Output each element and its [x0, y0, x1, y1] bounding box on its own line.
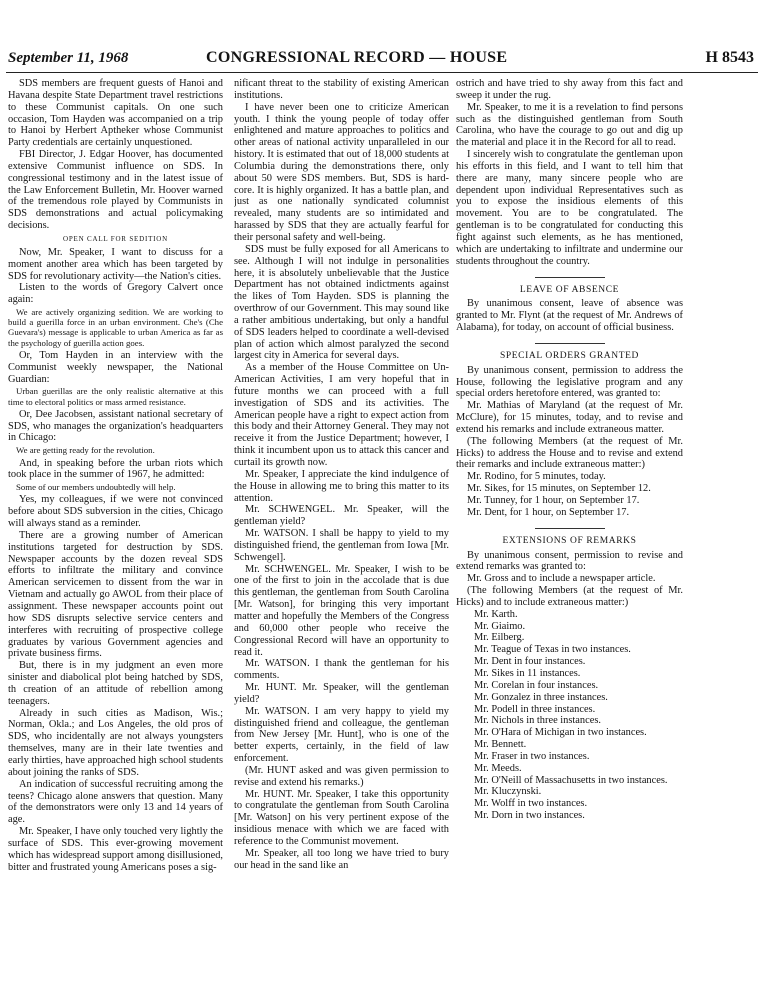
- paragraph: Already in such cities as Madison, Wis.; Norman, Okla.; and Los Angeles, the old pros of SDS, who incidentally are not always youngsters themselves, many are in their late twenties and early thirties, have approached high school students about joining the ranks of SDS.: [8, 707, 223, 778]
- paragraph: Mr. Speaker, to me it is a revelation to find persons such as the distinguished gentleman from South Carolina, who have the courage to go out and dig up the material and place it in the Record for all to read.: [456, 101, 683, 149]
- section-divider: [535, 343, 605, 344]
- subhead: OPEN CALL FOR SEDITION: [62, 234, 169, 243]
- section-divider: [535, 277, 605, 278]
- paragraph: Mr. HUNT. Mr. Speaker, I take this opportunity to congratulate the gentleman from South Carolina [Mr. Watson] on his very pertinent expose of the insidious menace with which we are faced with reference to the Communist movement.: [234, 788, 449, 847]
- member-entry: Mr. Dent in four instances.: [474, 656, 586, 668]
- paragraph: I have never been one to criticize American youth. I think the young people of today offer enlightened and mature approaches to politics and other areas of national activity unparalleled in our history. It is estimated that out of 18,000 students at Columbia during the demonstrations there, only about 50 were SDS members. But, SDS is hard-core. It is highly organized. It has a battle plan, and just as one nationally syndicated columnist revealed, many students are so intimidated and harassed by SDS that they are actually fearful for their personal safety and well-being.: [234, 101, 449, 243]
- header-title: CONGRESSIONAL RECORD — HOUSE: [206, 49, 508, 66]
- member-entry: Mr. Sikes in 11 instances.: [474, 667, 581, 679]
- quote: We are getting ready for the revolution.: [16, 445, 155, 456]
- paragraph: Mr. Rodino, for 5 minutes, today.: [467, 471, 606, 483]
- paragraph: SDS must be fully exposed for all Americans to see. Although I will not indulge in personalities here, it is absolutely unbelievable that the Justice Department has not obtained indictments against the likes of Tom Hayden. SDS is planning the overthrow of our Government. This may sound like a rather ambitious undertaking, but only a handful of SDS leaders helped to coordinate a well-devised plan of action which almost paralyzed the second largest city in America for several days.: [234, 243, 449, 362]
- paragraph: Mr. SCHWENGEL. Mr. Speaker, I wish to be one of the first to join in the accolade that is due this gentleman, the gentleman from South Carolina [Mr. Watson], for bringing this very important matter and hopefully the Members of the Congress and 60,000 other people who receive the Congressional Record will have an opportunity to read it.: [234, 563, 449, 658]
- paragraph: Mr. WATSON. I thank the gentleman for his comments.: [234, 658, 449, 682]
- member-list: [456, 609, 683, 822]
- member-entry: Mr. Meeds.: [474, 762, 522, 774]
- section-heading: LEAVE OF ABSENCE: [519, 284, 620, 295]
- paragraph: Mr. Speaker, I have only touched very lightly the surface of SDS. This ever-growing movement which has widespread support among disillusioned, bitter and frustrated young Americans poses a sig-: [8, 826, 223, 873]
- paragraph: By unanimous consent, permission to revise and extend remarks was granted to:: [456, 549, 683, 573]
- header-date: September 11, 1968: [8, 50, 129, 66]
- member-entry: Mr. Gonzalez in three instances.: [474, 691, 608, 703]
- member-entry: Mr. Wolff in two instances.: [474, 798, 588, 810]
- paragraph: There are a growing number of American institutions targeted for destruction by SDS. Newspaper accounts by the dozen reveal SDS efforts to infiltrate the military and convince American servicemen to dissent from the war in Vietnam and actually go AWOL from their place of assignment. These newspaper accounts point out how SDS disrupts selective service centers and interferes with recruiting of prospective college graduates by various Government agencies and private business firms.: [8, 529, 223, 660]
- paragraph: (The following Members (at the request of Mr. Hicks) and to include extraneous matter:): [456, 585, 683, 608]
- member-entry: Mr. Fraser in two instances.: [474, 750, 590, 762]
- paragraph: ostrich and have tried to shy away from this fact and sweep it under the rug.: [456, 78, 683, 101]
- member-entry: Mr. Giaimo.: [474, 620, 526, 632]
- column-2: [234, 78, 449, 983]
- paragraph: Mr. Gross and to include a newspaper article.: [467, 573, 656, 585]
- paragraph: Mr. Tunney, for 1 hour, on September 17.: [467, 495, 640, 506]
- paragraph: Mr. WATSON. I am very happy to yield my distinguished friend and colleague, the gentleman from New Jersey [Mr. Hunt], who is one of the better experts, certainly, in the field of law enforcement.: [234, 705, 449, 765]
- member-entry: Mr. Dorn in two instances.: [474, 810, 585, 822]
- paragraph: Mr. SCHWENGEL. Mr. Speaker, will the gentleman yield?: [234, 504, 449, 528]
- section-heading: EXTENSIONS OF REMARKS: [502, 535, 637, 546]
- paragraph: Mr. Sikes, for 15 minutes, on September 12.: [467, 483, 651, 495]
- quote: Some of our members undoubtedly will help.: [16, 482, 176, 493]
- paragraph: Mr. Dent, for 1 hour, on September 17.: [467, 506, 630, 518]
- member-entry: Mr. Corelan in four instances.: [474, 679, 599, 691]
- member-entry: Mr. Bennett.: [474, 739, 527, 751]
- section-divider: [535, 528, 605, 529]
- paragraph: Mr. Mathias of Maryland (at the request of Mr. McClure), for 15 minutes, today, and to revise and extend his remarks and include extraneous matter.: [456, 400, 683, 435]
- paragraph: Mr. Speaker, I appreciate the kind indulgence of the House in allowing me to bring this matter to its attention.: [234, 468, 449, 504]
- section-heading: SPECIAL ORDERS GRANTED: [500, 350, 639, 361]
- member-entry: Mr. Kluczynski.: [474, 786, 542, 798]
- paragraph: As a member of the House Committee on Un-American Activities, I am very hopeful that in future months we can proceed with a full investigation of SDS and its activities. The American people have a right to expect action from this body and their Attorney General. They may not receive it from the Justice Department; however, I think it incumbent upon us to attack this cancer and curtail its growth now.: [234, 362, 449, 468]
- quote: We are actively organizing sedition. We are working to build a guerilla force in an urban environment. Che's (Che Guevara's) message is applicable to urban America as far as the psychology of guerilla action goes.: [8, 307, 223, 348]
- paragraph: Yes, my colleagues, if we were not convinced before about SDS subversion in the cities, Chicago will always stand as a reminder.: [8, 494, 223, 530]
- paragraph: I sincerely wish to congratulate the gentleman upon his efforts in this field, and I want to tell him that there are many, many sincere people who are dependent upon individual Representatives such as you to expose the insidious elements of this movement. You are to be congratulated. The gentleman is to be congratulated for conducting this fight against such elements, as he has mentioned, which are undertaking to infiltrate and undermine our students throughout the country.: [456, 149, 683, 267]
- paragraph: Or, Dee Jacobsen, assistant national secretary of SDS, who manages the organization's headquarters in Chicago:: [8, 408, 223, 444]
- member-entry: Mr. O'Neill of Massachusetts in two instances.: [474, 774, 668, 786]
- member-entry: Mr. Nichols in three instances.: [474, 715, 601, 727]
- paragraph: nificant threat to the stability of existing American institutions.: [234, 78, 449, 101]
- column-3: [456, 78, 683, 983]
- page-header: [6, 50, 758, 73]
- paragraph: (Mr. HUNT asked and was given permission to revise and extend his remarks.): [234, 764, 449, 788]
- paragraph: Now, Mr. Speaker, I want to discuss for a moment another area which has been targeted by SDS for revolutionary activity—the Nation's cities.: [8, 246, 223, 282]
- paragraph: Mr. Speaker, all too long we have tried to bury our head in the sand like an: [234, 847, 449, 871]
- paragraph: Or, Tom Hayden in an interview with the Communist weekly newspaper, the National Guardian:: [8, 349, 223, 385]
- paragraph: (The following Members (at the request of Mr. Hicks) to address the House and to revise and extend their remarks and include extraneous matter:): [456, 435, 683, 471]
- quote: Urban guerillas are the only realistic alternative at this time to electoral politics or mass armed resistance.: [8, 386, 223, 407]
- member-entry: Mr. Eilberg.: [474, 632, 525, 644]
- paragraph: By unanimous consent, leave of absence was granted to Mr. Flynt (at the request of Mr. Andrews of Alabama), for today, on account of official business.: [456, 298, 683, 334]
- paragraph: FBI Director, J. Edgar Hoover, has documented extensive Communist influence on SDS. In congressional testimony and in the latest issue of the Law Enforcement Bulletin, Mr. Hoover warned of the tremendous role played by Communists in SDS demonstrations and actual policymaking decisions.: [8, 149, 223, 232]
- paragraph: By unanimous consent, permission to address the House, following the legislative program and any special orders heretofore entered, was granted to:: [456, 364, 683, 400]
- member-entry: Mr. Teague of Texas in two instances.: [474, 644, 631, 656]
- paragraph: But, there is in my judgment an even more sinister and diabolical plot being hatched by SDS, th creation of an attitude of rebellion among teenagers.: [8, 660, 223, 707]
- member-entry: Mr. O'Hara of Michigan in two instances.: [474, 727, 647, 739]
- column-1: [8, 78, 223, 983]
- member-entry: Mr. Podell in three instances.: [474, 703, 596, 715]
- paragraph: Mr. WATSON. I shall be happy to yield to my distinguished friend, the gentleman from Iowa [Mr. Schwengel].: [234, 528, 449, 563]
- header-page-number: H 8543: [705, 49, 754, 66]
- paragraph: SDS members are frequent guests of Hanoi and Havana despite State Department travel restrictions to these Communist capitals. On one such occasion, Tom Hayden was accompanied on a trip to Hanoi by Herbert Aptheker whose Communist Party credentials are certainly unquestioned.: [8, 78, 223, 149]
- paragraph: And, in speaking before the urban riots which took place in the summer of 1967, he admitted:: [8, 457, 223, 481]
- paragraph: An indication of successful recruiting among the teens? Chicago alone answers that question. Many of the demonstrators were only 13 and 14 years of age.: [8, 778, 223, 826]
- member-entry: Mr. Karth.: [474, 608, 518, 620]
- paragraph: Listen to the words of Gregory Calvert once again:: [8, 282, 223, 306]
- paragraph: Mr. HUNT. Mr. Speaker, will the gentleman yield?: [234, 682, 449, 705]
